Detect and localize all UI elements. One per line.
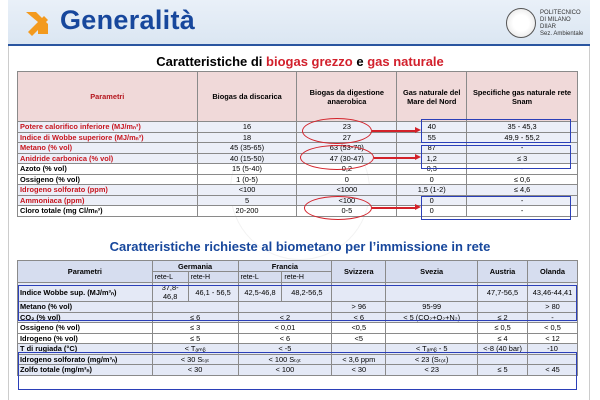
table-cell: 0 [297,174,397,185]
table-cell: 42,5-46,8 [238,283,282,302]
sub-francia-h: rete-H [282,272,332,283]
header-svizzera: Svizzera [332,261,386,283]
table-cell: <5 [332,333,386,344]
table-cell: 0 [397,195,467,206]
table-cell: - [467,164,578,175]
table-cell: <100 [197,185,297,196]
logo-line-2: DI MILANO [540,17,571,23]
row-param: Metano (% vol) [18,143,198,154]
slide-header [8,0,590,46]
table-cell: < 30 Sₜₒₜ [152,354,238,365]
row-param: Azoto (% vol) [18,164,198,175]
table-cell: ≤ 5 [478,365,528,376]
table-cell: < 2 [238,312,332,323]
table-cell: 15 (5-40) [197,164,297,175]
section1-text-a: Caratteristiche di [156,54,267,69]
row-param: Metano (% vol) [18,302,153,313]
table-cell: 1,2 [397,153,467,164]
table-cell: 0,2 [297,164,397,175]
row-param: Indice di Wobbe superiore (MJ/mₙ³) [18,132,198,143]
table-cell: 5 [197,195,297,206]
highlight-box-natural-gas-1 [421,119,571,143]
table-cell: ≤ 4,6 [467,185,578,196]
section1-highlight-b: gas naturale [367,54,444,69]
table-cell: 48,2-56,5 [282,283,332,302]
table-cell: < 6 [332,312,386,323]
section-title-biogas [0,54,600,69]
logo-line-4: Sez. Ambientale [540,31,584,37]
table-cell: 27 [297,132,397,143]
table-cell: <0,5 [332,323,386,334]
highlight-oval-calorific [302,118,372,144]
table-cell: - [528,312,578,323]
table-cell: < 30 [332,365,386,376]
table-cell: < 23 (Sₜₒₜ) [386,354,478,365]
header-parametri: Parametri [18,72,198,122]
table-cell: 45 (35-65) [197,143,297,154]
table-cell [386,333,478,344]
header-mare-nord: Gas naturale del Mare del Nord [397,72,467,122]
table-cell: 87 [397,143,467,154]
table-cell: <1000 [297,185,397,196]
table-cell: > 80 [528,302,578,313]
table-cell: < 23 [386,365,478,376]
table-cell: ≤ 4 [478,333,528,344]
row-param: Ammoniaca (ppm) [18,195,198,206]
highlight-box-natural-gas-3 [421,196,571,220]
highlight-box-natural-gas-2 [421,145,571,169]
table-cell: 18 [197,132,297,143]
row-param: Anidride carbonica (% vol) [18,153,198,164]
header-discarica: Biogas da discarica [197,72,297,122]
table-cell: > 96 [332,302,386,313]
table-cell: ≤ 0,5 [478,323,528,334]
table-cell: 0 [397,206,467,217]
red-arrow-2 [374,157,416,159]
table-cell: 40 (15-50) [197,153,297,164]
table-cell: < 12 [528,333,578,344]
university-logo [506,8,592,44]
section1-text-b: e [352,54,368,69]
row-param: Idrogeno solforato (ppm) [18,185,198,196]
table-cell: 0 [397,174,467,185]
section1-highlight-a: biogas grezzo [266,54,353,69]
table-cell: - [467,143,578,154]
table-cell: 43,46-44,41 [528,283,578,302]
biogas-table [17,71,578,217]
header-parametri-2: Parametri [18,261,153,283]
table-cell: 40 [397,122,467,133]
table-cell: < 0,01 [238,323,332,334]
logo-line-3: DIIAR [540,24,557,30]
table-cell: 95-99 [386,302,478,313]
table-cell: < 100 [238,365,332,376]
table-cell: ≤ 3 [152,323,238,334]
table-cell: < 5 (CO₂+O₂+N₂) [386,312,478,323]
table-cell: < 0,5 [528,323,578,334]
table-cell: 63 (53-70) [297,143,397,154]
row-param: Indice Wobbe sup. (MJ/m³ₙ) [18,283,153,302]
table-cell: ≤ 2 [478,312,528,323]
table-row [18,174,578,185]
table-cell: 46,1 - 56,5 [188,283,238,302]
table-cell: < 100 Sₜₒₜ [238,354,332,365]
header-digestione: Biogas da digestione anaerobica [297,72,397,122]
table-cell: - [467,206,578,217]
row-param: Idrogeno (% vol) [18,333,153,344]
table-cell: < -5 [238,344,332,355]
table-cell: 0-5 [297,206,397,217]
table-cell: ≤ 0,6 [467,174,578,185]
red-arrow-3 [372,207,416,209]
table-cell: ≤ 3 [467,153,578,164]
row-param: CO₂ (% vol) [18,312,153,323]
table-cell: 23 [297,122,397,133]
highlight-oval-methane [300,145,374,170]
table-cell: 1,5 (1-2) [397,185,467,196]
highlight-oval-h2s [304,196,372,220]
table-cell: < Tₐₘᵦ - 5 [386,344,478,355]
table-cell: 35 - 45,3 [467,122,578,133]
row-param: Cloro totale (mg Cl/mₙ³) [18,206,198,217]
table-cell: <100 [297,195,397,206]
table-cell: 49,9 - 55,2 [467,132,578,143]
table-cell: 37,8-46,8 [152,283,188,302]
table-cell: - [467,195,578,206]
table-cell: 55 [397,132,467,143]
row-param: Idrogeno solforato (mg/m³ₙ) [18,354,153,365]
sub-francia-l: rete-L [238,272,282,283]
row-param: Ossigeno (% vol) [18,174,198,185]
table-cell: < 6 [238,333,332,344]
row-param: T di rugiada (°C) [18,344,153,355]
header-svezia: Svezia [386,261,478,283]
table-cell: <-8 (40 bar) [478,344,528,355]
table-cell: ≤ 5 [152,333,238,344]
row-param: Potere calorifico inferiore (MJ/mₙ³) [18,122,198,133]
sub-germania-l: rete-L [152,272,188,283]
table-cell: < 30 [152,365,238,376]
section-title-biometano: Caratteristiche richieste al biometano per l’immissione in rete [109,239,491,254]
header-austria: Austria [478,261,528,283]
header-germania: Germania [152,261,238,272]
header-francia: Francia [238,261,332,272]
table-cell: < Tₐₘᵦ [152,344,238,355]
university-seal-icon [506,8,536,38]
table-cell: 0,3 [397,164,467,175]
table-cell: 20-200 [197,206,297,217]
row-param: Zolfo totale (mg/m³ₙ) [18,365,153,376]
table-row [18,185,578,196]
sub-germania-h: rete-H [188,272,238,283]
table-cell: < 45 [528,365,578,376]
table-cell: -10 [528,344,578,355]
table-row [18,323,578,334]
header-olanda: Olanda [528,261,578,283]
table-cell: 16 [197,122,297,133]
table-cell: ≤ 6 [152,312,238,323]
logo-line-1: POLITECNICO [540,10,581,16]
highlight-box-wobbe [18,285,577,321]
red-arrow-1 [372,130,416,132]
arrow-icon [22,8,52,38]
page-title: Generalità [60,5,196,35]
table-cell: 47,7-56,5 [478,283,528,302]
table-cell: 47 (30-47) [297,153,397,164]
highlight-box-dewpoint [18,352,577,390]
table-row [18,333,578,344]
table-cell: 1 (0-5) [197,174,297,185]
table-cell [386,323,478,334]
table-cell: < 3,6 ppm [332,354,386,365]
row-param: Ossigeno (% vol) [18,323,153,334]
header-snam: Specifiche gas naturale rete Snam [467,72,578,122]
